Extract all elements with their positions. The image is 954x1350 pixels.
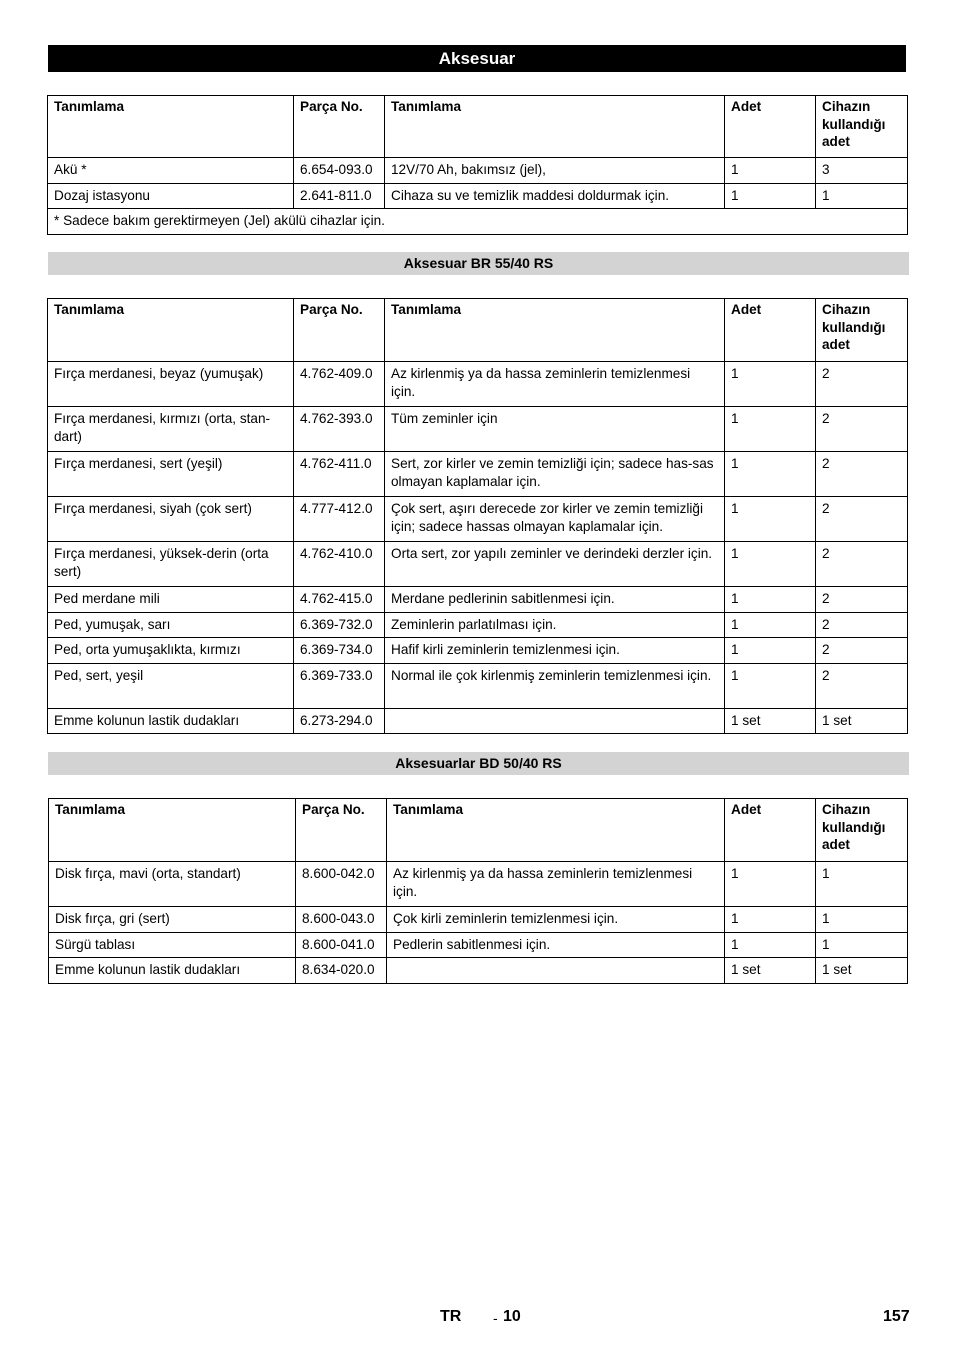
cell-device-quantity: 2: [816, 497, 908, 542]
page-title: Aksesuar: [48, 45, 906, 72]
cell-device-quantity: 2: [816, 638, 908, 664]
col-header-name: Tanımlama: [48, 299, 294, 362]
cell-part-no: 8.600-043.0: [296, 907, 387, 933]
cell-quantity: 1: [725, 932, 816, 958]
table-row: [49, 932, 908, 958]
table-row: [48, 587, 908, 613]
cell-description: Az kirlenmiş ya da hassa zeminlerin temizlenmesi için.: [387, 862, 725, 907]
cell-name: Ped, yumuşak, sarı: [48, 612, 294, 638]
cell-description: Az kirlenmiş ya da hassa zeminlerin temizlenmesi için.: [385, 362, 725, 407]
cell-description: Sert, zor kirler ve zemin temizliği için; sadece has-sas olmayan kaplamalar için.: [385, 452, 725, 497]
section-title-bd: Aksesuarlar BD 50/40 RS: [48, 752, 909, 775]
cell-part-no: 6.369-733.0: [294, 663, 385, 708]
page-number: 157: [883, 1308, 910, 1325]
cell-part-no: 4.762-410.0: [294, 542, 385, 587]
cell-name: Ped, sert, yeşil: [48, 663, 294, 708]
table-row: [48, 158, 908, 184]
table-row: [48, 663, 908, 708]
table-row: [49, 907, 908, 933]
col-header-quantity: Adet: [725, 799, 816, 862]
table-row: [48, 708, 908, 734]
footer-language: TR: [440, 1308, 462, 1325]
cell-name: Ped, orta yumuşaklıkta, kırmızı: [48, 638, 294, 664]
cell-part-no: 8.600-041.0: [296, 932, 387, 958]
col-header-description: Tanımlama: [385, 96, 725, 158]
table-header-row: [48, 299, 908, 362]
cell-description: 12V/70 Ah, bakımsız (jel),: [385, 158, 725, 184]
cell-quantity: 1 set: [725, 958, 816, 984]
cell-name: Fırça merdanesi, siyah (çok sert): [48, 497, 294, 542]
cell-part-no: 6.273-294.0: [294, 708, 385, 734]
col-header-device-quantity: Cihazın kullandığı adet: [816, 96, 908, 158]
cell-part-no: 4.762-411.0: [294, 452, 385, 497]
cell-description: [385, 708, 725, 734]
cell-part-no: 6.369-734.0: [294, 638, 385, 664]
cell-part-no: 2.641-811.0: [294, 183, 385, 209]
cell-device-quantity: 2: [816, 362, 908, 407]
cell-quantity: 1: [725, 542, 816, 587]
cell-device-quantity: 2: [816, 452, 908, 497]
cell-name: Emme kolunun lastik dudakları: [49, 958, 296, 984]
accessory-table-br: [47, 298, 908, 734]
cell-part-no: 4.762-393.0: [294, 407, 385, 452]
table-row: [48, 638, 908, 664]
cell-device-quantity: 1 set: [816, 708, 908, 734]
cell-quantity: 1: [725, 497, 816, 542]
table-header-row: [49, 799, 908, 862]
cell-device-quantity: 2: [816, 612, 908, 638]
col-header-name: Tanımlama: [49, 799, 296, 862]
cell-description: Tüm zeminler için: [385, 407, 725, 452]
cell-part-no: 6.369-732.0: [294, 612, 385, 638]
col-header-quantity: Adet: [725, 299, 816, 362]
footer-section-number: 10: [503, 1308, 521, 1325]
cell-description: Pedlerin sabitlenmesi için.: [387, 932, 725, 958]
cell-device-quantity: 2: [816, 587, 908, 613]
col-header-quantity: Adet: [725, 96, 816, 158]
cell-quantity: 1: [725, 663, 816, 708]
cell-device-quantity: 1: [816, 907, 908, 933]
cell-quantity: 1: [725, 158, 816, 184]
cell-description: [387, 958, 725, 984]
cell-description: Çok sert, aşırı derecede zor kirler ve zemin temizliği için; sadece hassas olmayan kaplamalar için.: [385, 497, 725, 542]
cell-quantity: 1: [725, 407, 816, 452]
cell-name: Sürgü tablası: [49, 932, 296, 958]
cell-name: Emme kolunun lastik dudakları: [48, 708, 294, 734]
cell-name: Fırça merdanesi, beyaz (yumuşak): [48, 362, 294, 407]
col-header-part-no: Parça No.: [294, 299, 385, 362]
col-header-device-quantity: Cihazın kullandığı adet: [816, 799, 908, 862]
cell-name: Fırça merdanesi, yüksek-derin (orta sert): [48, 542, 294, 587]
footer-dash: -: [493, 1310, 498, 1326]
table-row: [48, 497, 908, 542]
cell-description: Normal ile çok kirlenmiş zeminlerin temizlenmesi için.: [385, 663, 725, 708]
cell-name: Fırça merdanesi, kırmızı (orta, stan-dart): [48, 407, 294, 452]
col-header-part-no: Parça No.: [294, 96, 385, 158]
table-row: [48, 362, 908, 407]
footnote-row: [48, 209, 908, 235]
cell-part-no: 6.654-093.0: [294, 158, 385, 184]
col-header-device-quantity: Cihazın kullandığı adet: [816, 299, 908, 362]
table-row: [49, 862, 908, 907]
cell-quantity: 1: [725, 638, 816, 664]
cell-quantity: 1: [725, 183, 816, 209]
cell-part-no: 4.762-409.0: [294, 362, 385, 407]
col-header-description: Tanımlama: [387, 799, 725, 862]
table-row: [49, 958, 908, 984]
cell-name: Disk fırça, mavi (orta, standart): [49, 862, 296, 907]
col-header-name: Tanımlama: [48, 96, 294, 158]
section-title-br: Aksesuar BR 55/40 RS: [48, 252, 909, 275]
cell-device-quantity: 2: [816, 663, 908, 708]
cell-device-quantity: 1: [816, 862, 908, 907]
accessory-table-general: [47, 95, 908, 235]
cell-description: Çok kirli zeminlerin temizlenmesi için.: [387, 907, 725, 933]
footnote: * Sadece bakım gerektirmeyen (Jel) akülü cihazlar için.: [48, 209, 908, 235]
cell-part-no: 4.777-412.0: [294, 497, 385, 542]
cell-name: Akü *: [48, 158, 294, 184]
cell-name: Ped merdane mili: [48, 587, 294, 613]
cell-description: Merdane pedlerinin sabitlenmesi için.: [385, 587, 725, 613]
cell-quantity: 1 set: [725, 708, 816, 734]
cell-device-quantity: 2: [816, 407, 908, 452]
cell-name: Fırça merdanesi, sert (yeşil): [48, 452, 294, 497]
cell-device-quantity: 1: [816, 932, 908, 958]
table-header-row: [48, 96, 908, 158]
cell-quantity: 1: [725, 452, 816, 497]
accessory-table-bd: [48, 798, 908, 984]
cell-quantity: 1: [725, 587, 816, 613]
cell-name: Disk fırça, gri (sert): [49, 907, 296, 933]
cell-quantity: 1: [725, 612, 816, 638]
cell-description: Cihaza su ve temizlik maddesi doldurmak için.: [385, 183, 725, 209]
table-row: [48, 407, 908, 452]
cell-description: Hafif kirli zeminlerin temizlenmesi için.: [385, 638, 725, 664]
cell-device-quantity: 3: [816, 158, 908, 184]
col-header-part-no: Parça No.: [296, 799, 387, 862]
cell-part-no: 4.762-415.0: [294, 587, 385, 613]
cell-name: Dozaj istasyonu: [48, 183, 294, 209]
table-row: [48, 612, 908, 638]
table-row: [48, 183, 908, 209]
table-row: [48, 542, 908, 587]
cell-device-quantity: 2: [816, 542, 908, 587]
cell-part-no: 8.634-020.0: [296, 958, 387, 984]
cell-description: Zeminlerin parlatılması için.: [385, 612, 725, 638]
cell-device-quantity: 1: [816, 183, 908, 209]
cell-part-no: 8.600-042.0: [296, 862, 387, 907]
cell-description: Orta sert, zor yapılı zeminler ve derindeki derzler için.: [385, 542, 725, 587]
cell-quantity: 1: [725, 862, 816, 907]
col-header-description: Tanımlama: [385, 299, 725, 362]
table-row: [48, 452, 908, 497]
cell-device-quantity: 1 set: [816, 958, 908, 984]
cell-quantity: 1: [725, 907, 816, 933]
cell-quantity: 1: [725, 362, 816, 407]
